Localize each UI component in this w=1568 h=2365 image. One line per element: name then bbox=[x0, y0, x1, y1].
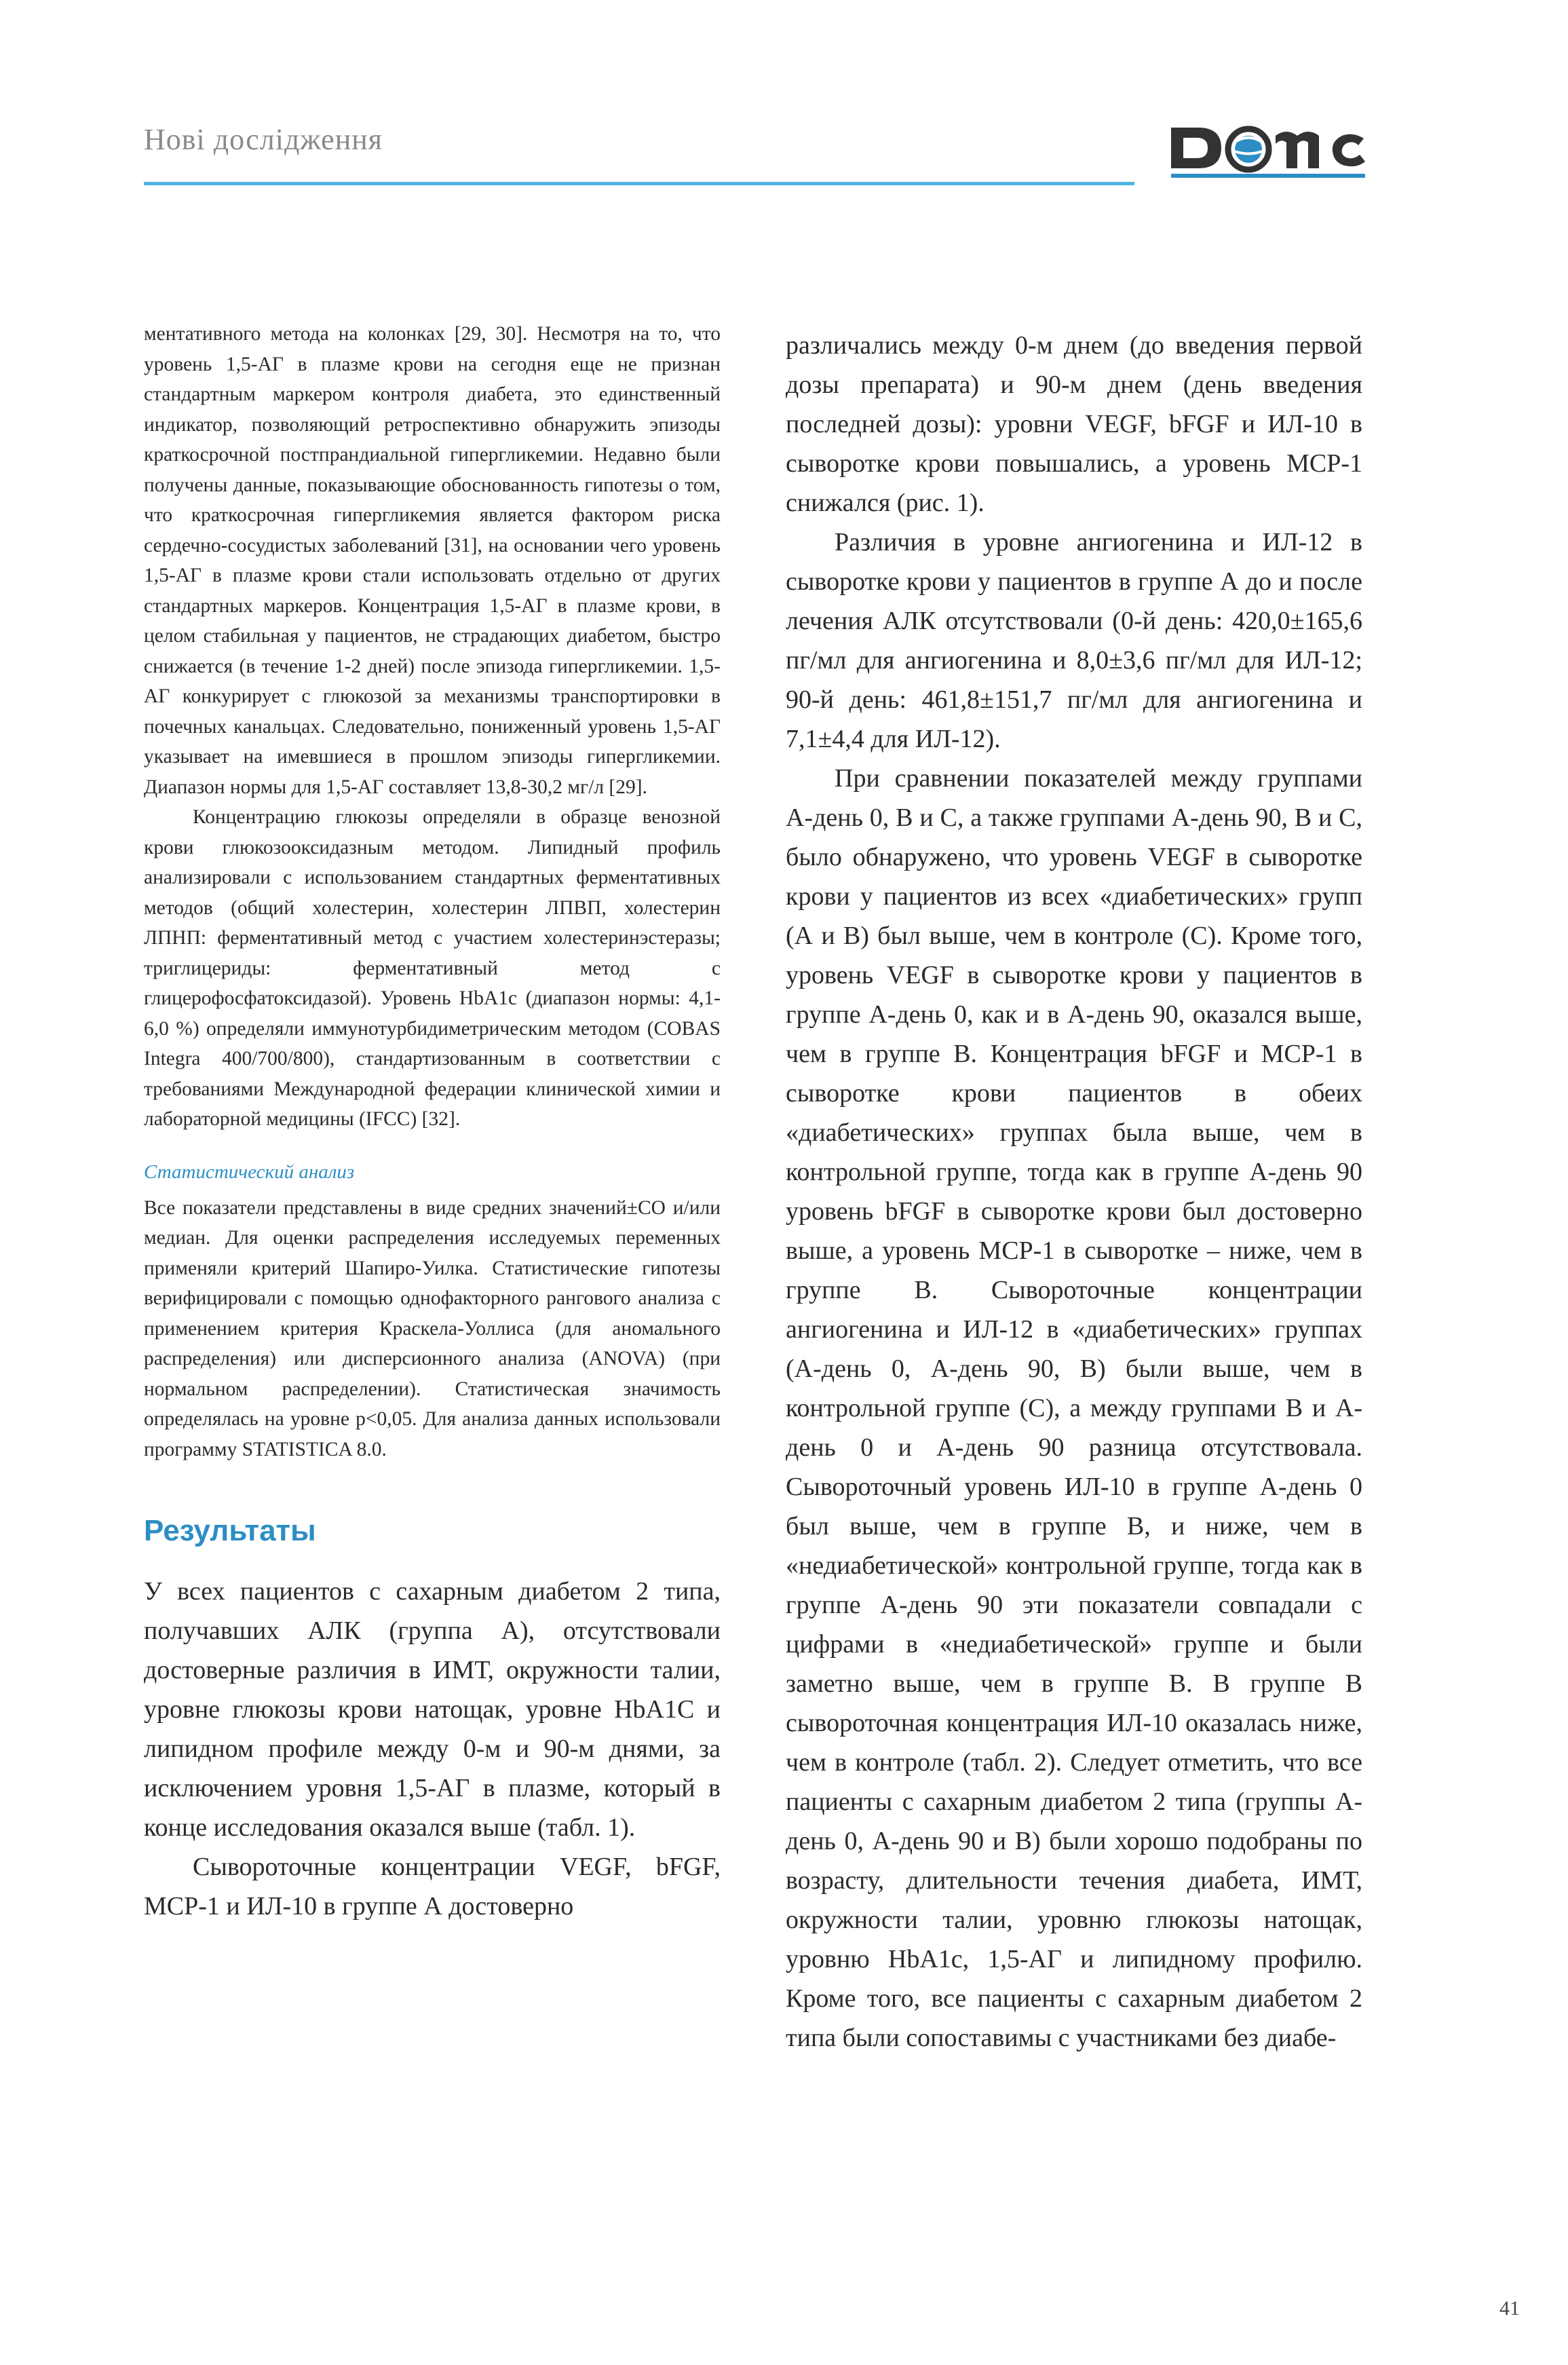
running-header-title: Нові дослідження bbox=[144, 123, 383, 156]
paragraph: При сравнении показателей между группами А-день 0, В и С, а также группами А-день 90, В и С, было обнаружено, что уровень VEGF в сыворотке крови у пациентов из всех «диабетических» групп (А и В) был выше, чем в контроле (С). Кроме того, уровень VEGF в сыворотке крови у пациентов в группе А-день 0, как и в А-день 90, оказался выше, чем в группе В. Концентрация bFGF и MCP-1 в сыворотке крови пациентов в обеих «диабетических» группах была выше, чем в контрольной группе, тогда как в группе А-день 90 уровень bFGF в сыворотке крови был достоверно выше, а уровень MCP-1 в сыворотке – ниже, чем в группе В. Сывороточные концентрации ангиогенина и ИЛ-12 в «диабетических» группах (А-день 0, А-день 90, В) были выше, чем в контрольной группе (С), а между группами В и А-день 0 и А-день 90 разница отсутствовала. Сывороточный уровень ИЛ-10 в группе А-день 0 был выше, чем в группе В, и ниже, чем в «недиабетической» контрольной группе, тогда как в группе А-день 90 эти показатели совпадали с цифрами в «недиабетической» группе и были заметно выше, чем в группе В. В группе В сывороточная концентрация ИЛ-10 оказалась ниже, чем в контроле (табл. 2). Следует отметить, что все пациенты с сахарным диабетом 2 типа (группы А-день 0, А-день 90 и В) были хорошо подобраны по возрасту, длительности течения диабета, ИМТ, окружности талии, уровню глюкозы натощак, уровню HbA1c, 1,5-АГ и липидному профилю. Кроме того, все пациенты с сахарным диабетом 2 типа были сопоставимы с участниками без диабе- bbox=[786, 764, 1362, 2052]
paragraph: Концентрацию глюкозы определяли в образце венозной крови глюкозооксидазным методом. Липидный профиль анализировали с использованием стандартных ферментативных методов (общий холестерин, холестерин ЛПВП, холестерин ЛПНП: ферментативный метод с участием холестеринэстеразы; триглицериды: ферментативный метод с глицерофосфатоксидазой). Уровень HbA1c (диапазон нормы: 4,1-6,0 %) определяли иммунотурбидиметрическим методом (COBAS Integra 400/700/800), стандартизованным в соответствии с требованиями Международной федерации клинической химии и лабораторной медицины (IFCC) [32]. bbox=[144, 806, 721, 1130]
paragraph: различались между 0-м днем (до введения первой дозы препарата) и 90-м днем (день введения последней дозы): уровни VEGF, bFGF и ИЛ-10 в сыворотке крови повышались, а уровень MCP-1 снижался (рис. 1). bbox=[786, 331, 1362, 517]
section-heading: Результаты bbox=[144, 1514, 316, 1547]
paragraph: Различия в уровне ангиогенина и ИЛ-12 в сыворотке крови у пациентов в группе А до и после лечения АЛК отсутствовали (0-й день: 420,0±165,6 пг/мл для ангиогенина и 8,0±3,6 пг/мл для ИЛ-12; 90-й день: 461,8±151,7 пг/мл для ангиогенина и 7,1±4,4 для ИЛ-12). bbox=[786, 528, 1362, 753]
paragraph: Сывороточные концентрации VEGF, bFGF, MCP-1 и ИЛ-10 в группе А достоверно bbox=[144, 1853, 721, 1921]
page-number: 41 bbox=[1499, 2297, 1520, 2320]
subsection-heading: Статистический анализ bbox=[144, 1160, 355, 1183]
left-column bbox=[144, 319, 721, 1926]
paragraph: Все показатели представлены в виде средних значений±СО и/или медиан. Для оценки распределения исследуемых переменных применяли критерий Шапиро-Уилка. Статистические гипотезы верифицировали с помощью однофакторного рангового анализа с применением критерия Краскела-Уоллиса (для аномального распределения) или дисперсионного анализа (ANOVA) (при нормальном распределении). Статистическая значимость определялась на уровне p<0,05. Для анализа данных использовали программу STATISTICA 8.0. bbox=[144, 1196, 721, 1460]
paragraph: ментативного метода на колонках [29, 30]. Несмотря на то, что уровень 1,5-АГ в плазме крови на сегодня еще не признан стандартным маркером контроля диабета, это единственный индикатор, позволяющий ретроспективно обнаружить эпизоды краткосрочной постпрандиальной гипергликемии. Недавно были получены данные, показывающие обоснованность гипотезы о том, что краткосрочная гипергликемия является фактором риска сердечно-сосудистых заболеваний [31], на основании чего уровень 1,5-АГ в плазме крови стали использовать отдельно от других стандартных маркеров. Концентрация 1,5-АГ в плазме крови, в целом стабильная у пациентов, не страдающих диабетом, быстро снижается (в течение 1-2 дней) после эпизода гипергликемии. 1,5-АГ конкурирует с глюкозой за механизмы транспортировки в почечных канальцах. Следовательно, пониженный уровень 1,5-АГ указывает на имевшиеся в прошлом эпизоды гипергликемии. Диапазон нормы для 1,5-АГ составляет 13,8-30,2 мг/л [29]. bbox=[144, 323, 721, 798]
header-rule bbox=[144, 182, 1134, 185]
right-column bbox=[786, 326, 1362, 2058]
paragraph: У всех пациентов с сахарным диабетом 2 типа, получавших АЛК (группа А), отсутствовали достоверные различия в ИМТ, окружности талии, уровне глюкозы крови натощак, уровне HbA1C и липидном профиле между 0-м и 90-м днями, за исключением уровня 1,5-АГ в плазме, который в конце исследования оказался выше (табл. 1). bbox=[144, 1577, 721, 1842]
journal-logo bbox=[1166, 114, 1369, 182]
